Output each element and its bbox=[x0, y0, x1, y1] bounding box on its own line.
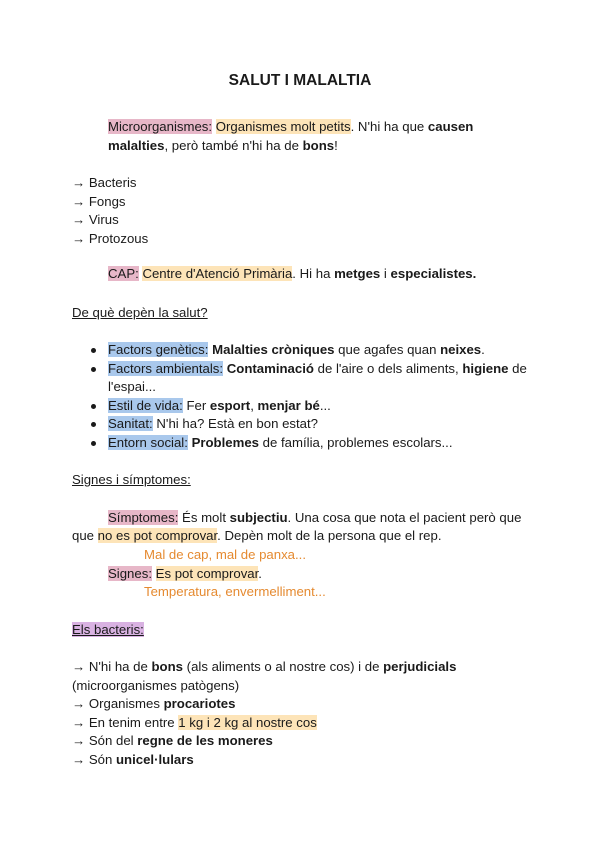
microorganism-list bbox=[72, 174, 532, 248]
section-heading-bacteria: Els bacteris: bbox=[72, 622, 144, 637]
bacteria-list bbox=[72, 658, 532, 769]
term-microorganisms: Microorganismes: bbox=[108, 119, 213, 134]
list-item: → Són unicel·lulars bbox=[72, 751, 194, 767]
list-item: → Fongs bbox=[72, 193, 126, 209]
page-title: SALUT I MALALTIA bbox=[228, 72, 372, 89]
list-item: → Virus bbox=[72, 212, 119, 227]
list-item: → Bacteris bbox=[72, 175, 137, 190]
list-item: Factors genètics: Malalties cròniques que agafes quan neixes. bbox=[72, 341, 532, 360]
definition-microorganisms: Organismes molt petits bbox=[215, 119, 351, 134]
signs-paragraph: Signes: Es pot comprovar. bbox=[108, 566, 262, 581]
symptoms-paragraph-cont: que no es pot comprovar. Depèn molt de la persona que el rep. bbox=[72, 528, 442, 543]
section-heading-health: De què depèn la salut? bbox=[72, 305, 208, 320]
list-item: → Protozous bbox=[72, 230, 149, 246]
list-item: Factors ambientals: Contaminació de l'aire o dels aliments, higiene de l'espai... bbox=[72, 360, 532, 397]
microorganisms-paragraph: Microorganismes: Organismes molt petits. N'hi ha que causen malalties, però també n'hi ha de bons! bbox=[108, 119, 474, 153]
list-item: → En tenim entre 1 kg i 2 kg al nostre cos bbox=[72, 714, 317, 730]
list-item: Sanitat: N'hi ha? Està en bon estat? bbox=[72, 415, 532, 434]
definition-cap: Centre d'Atenció Primària bbox=[142, 266, 293, 281]
symptoms-example: Mal de cap, mal de panxa... bbox=[144, 547, 307, 562]
term-cap: CAP: bbox=[108, 266, 139, 281]
symptoms-paragraph: Símptomes: És molt subjectiu. Una cosa que nota el pacient però que bbox=[108, 510, 522, 525]
health-factors-list bbox=[72, 341, 532, 452]
term-signs: Signes: bbox=[108, 566, 152, 581]
list-item: Entorn social: Problemes de família, problemes escolars... bbox=[72, 434, 532, 453]
term-symptoms: Símptomes: bbox=[108, 510, 179, 525]
signs-example: Temperatura, envermelliment... bbox=[144, 584, 326, 599]
cap-paragraph: CAP: Centre d'Atenció Primària. Hi ha metges i especialistes. bbox=[108, 266, 477, 281]
list-item: → Organismes procariotes bbox=[72, 696, 236, 711]
list-item: → Són del regne de les moneres bbox=[72, 733, 273, 748]
list-item: → N'hi ha de bons (als aliments o al nostre cos) i de perjudicials (microorganismes patògens) bbox=[72, 659, 457, 693]
list-item: Estil de vida: Fer esport, menjar bé... bbox=[72, 397, 532, 416]
section-heading-signs: Signes i símptomes: bbox=[72, 472, 191, 487]
